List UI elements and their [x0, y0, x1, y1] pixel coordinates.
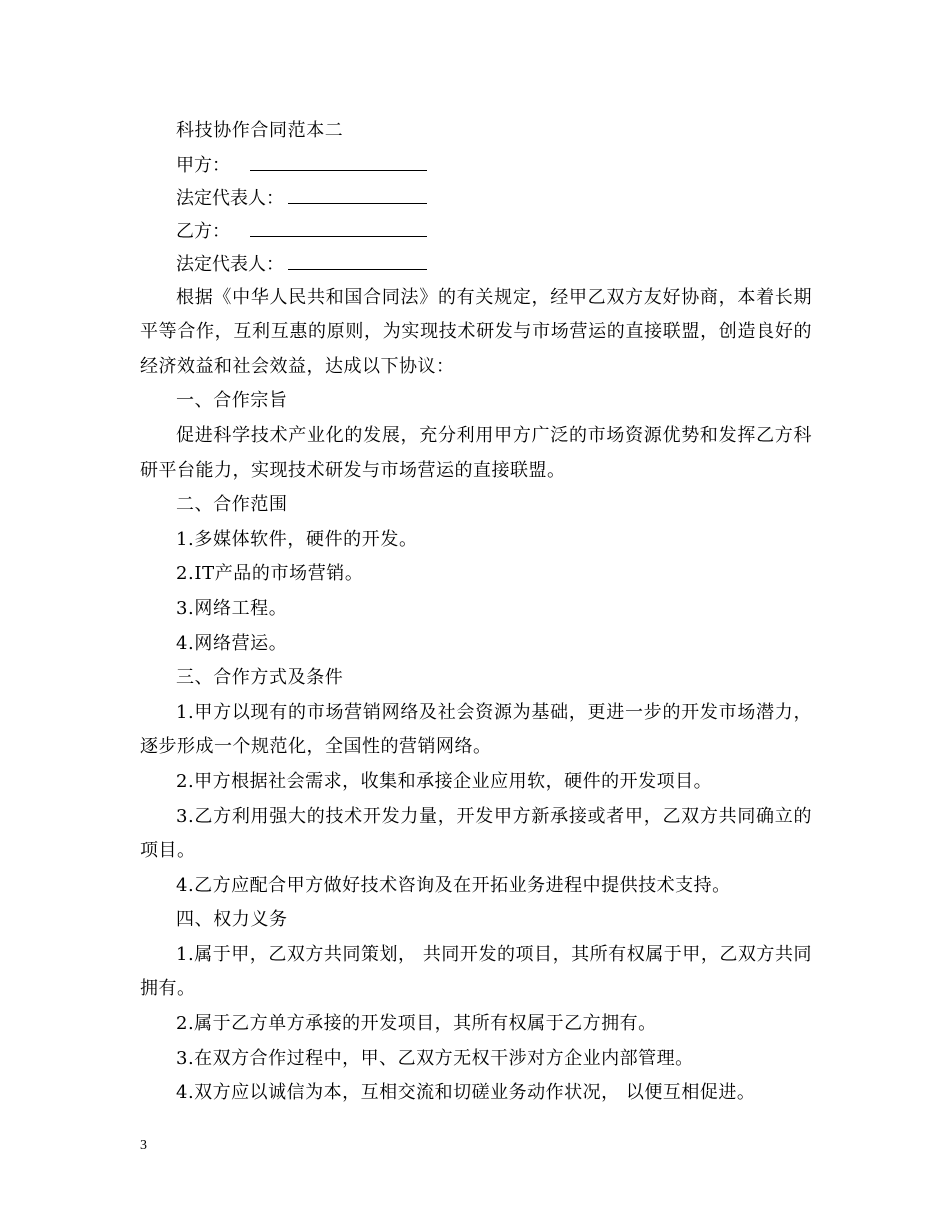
document-body [140, 114, 812, 1111]
party-a-blank [250, 152, 427, 171]
section-2-item: 2.IT产品的市场营销。 [176, 563, 364, 585]
section-2-heading: 二、合作范围 [176, 494, 288, 516]
section-4-item: 4.双方应以诚信为本，互相交流和切磋业务动作状况， 以便互相促进。 [176, 1082, 756, 1104]
party-a-rep-label: 法定代表人： [176, 187, 284, 209]
party-a-label: 甲方： [176, 154, 230, 176]
section-3-heading: 三、合作方式及条件 [176, 667, 344, 689]
section-4-item: 1.属于甲，乙双方共同策划， 共同开发的项目，其所有权属于甲，乙双方共同拥有。 [140, 943, 812, 1000]
party-a-rep-blank [288, 185, 427, 204]
party-b-rep-label: 法定代表人： [176, 253, 284, 275]
section-4-item: 2.属于乙方单方承接的开发项目，其所有权属于乙方拥有。 [176, 1013, 657, 1035]
section-2-item: 1.多媒体软件，硬件的开发。 [176, 528, 418, 550]
party-a-row [140, 149, 812, 182]
section-1-heading: 一、合作宗旨 [176, 390, 288, 412]
document-title: 科技协作合同范本二 [176, 120, 344, 141]
party-b-blank [250, 218, 427, 237]
party-b-rep-row [140, 248, 812, 281]
section-3-item: 3.乙方利用强大的技术开发力量，开发甲方新承接或者甲，乙双方共同确立的项目。 [140, 805, 812, 862]
party-a-rep-row [140, 182, 812, 215]
page-number: 3 [140, 1138, 147, 1153]
party-b-rep-blank [288, 251, 427, 270]
party-b-row [140, 215, 812, 248]
party-b-label: 乙方： [176, 220, 230, 242]
intro-paragraph: 根据《中华人民共和国合同法》的有关规定，经甲乙双方友好协商，本着长期平等合作，互利互惠的原则，为实现技术研发与市场营运的直接联盟，创造良好的经济效益和社会效益，达成以下协议： [140, 286, 812, 377]
section-2-item: 4.网络营运。 [176, 632, 288, 654]
section-3-item: 1.甲方以现有的市场营销网络及社会资源为基础，更进一步的开发市场潜力，逐步形成一个规范化，全国性的营销网络。 [140, 701, 812, 758]
section-3-item: 2.甲方根据社会需求，收集和承接企业应用软，硬件的开发项目。 [176, 770, 713, 792]
section-4-item: 3.在双方合作过程中，甲、乙双方无权干涉对方企业内部管理。 [176, 1047, 694, 1069]
section-1-body: 促进科学技术产业化的发展，充分利用甲方广泛的市场资源优势和发挥乙方科研平台能力，实现技术研发与市场营运的直接联盟。 [140, 424, 812, 481]
section-3-item: 4.乙方应配合甲方做好技术咨询及在开拓业务进程中提供技术支持。 [176, 874, 731, 896]
section-2-item: 3.网络工程。 [176, 597, 288, 619]
section-4-heading: 四、权力义务 [176, 909, 288, 931]
